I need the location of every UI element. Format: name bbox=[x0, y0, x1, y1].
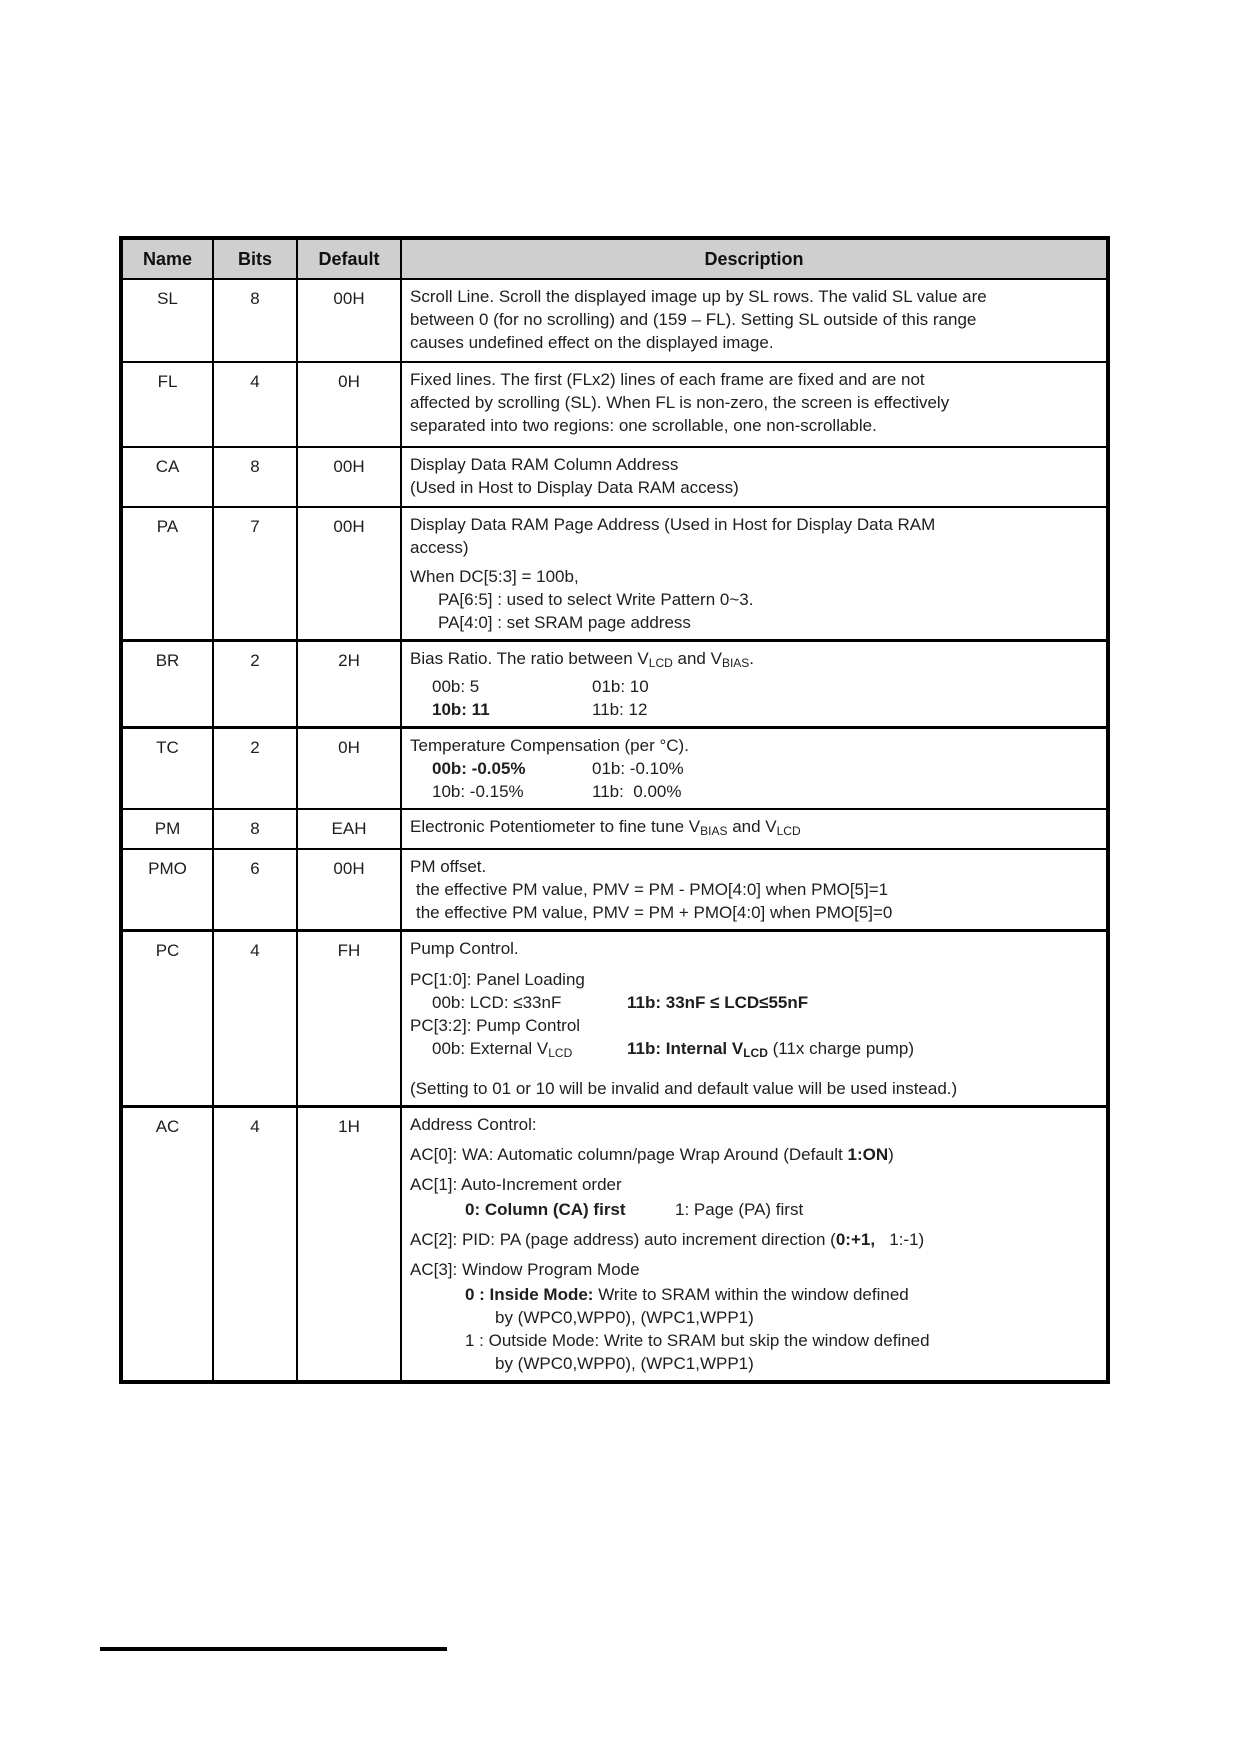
col-header-bits: Bits bbox=[213, 238, 297, 279]
desc-line bbox=[410, 1037, 1102, 1065]
desc-line bbox=[410, 453, 1102, 476]
name-cell: PM bbox=[121, 809, 213, 849]
text-segment: Electronic Potentiometer to fine tune V bbox=[410, 817, 701, 836]
text-segment: 00b: 5 bbox=[432, 677, 480, 696]
description-cell bbox=[401, 728, 1108, 810]
default-cell: 00H bbox=[297, 849, 401, 931]
desc-line bbox=[410, 285, 1102, 308]
desc-line bbox=[410, 1173, 1102, 1196]
default-cell: 0H bbox=[297, 728, 401, 810]
description-cell bbox=[401, 1107, 1108, 1383]
desc-line bbox=[410, 611, 1102, 634]
text-segment: LCD bbox=[648, 656, 673, 670]
desc-line bbox=[410, 878, 1102, 901]
text-segment: PM offset. bbox=[410, 857, 487, 876]
text-segment: 1: Page (PA) first bbox=[675, 1200, 804, 1219]
text-segment: the effective PM value, PMV = PM - PMO[4:0] when PMO[5]=1 bbox=[416, 880, 889, 899]
desc-line bbox=[410, 565, 1102, 588]
description-cell bbox=[401, 279, 1108, 362]
text-segment: PC[1:0]: Panel Loading bbox=[410, 970, 585, 989]
table-row bbox=[121, 728, 1108, 810]
table-row bbox=[121, 279, 1108, 362]
bits-cell: 8 bbox=[213, 809, 297, 849]
desc-line bbox=[410, 1352, 1102, 1375]
text-segment: Display Data RAM Page Address (Used in Host for Display Data RAM bbox=[410, 515, 936, 534]
name-cell: PMO bbox=[121, 849, 213, 931]
text-segment: . bbox=[749, 649, 755, 668]
desc-line bbox=[410, 734, 1102, 757]
bits-cell: 8 bbox=[213, 279, 297, 362]
text-segment: separated into two regions: one scrollable, one non-scrollable. bbox=[410, 416, 877, 435]
text-segment: Address Control: bbox=[410, 1115, 537, 1134]
table-row bbox=[121, 809, 1108, 849]
name-cell: FL bbox=[121, 362, 213, 447]
text-segment: 1:ON bbox=[847, 1145, 889, 1164]
name-cell: SL bbox=[121, 279, 213, 362]
description-cell bbox=[401, 447, 1108, 507]
desc-line bbox=[410, 476, 1102, 499]
desc-line bbox=[410, 937, 1102, 960]
text-segment: 0 : Inside Mode: bbox=[465, 1285, 594, 1304]
text-segment: (11x charge pump) bbox=[767, 1039, 915, 1058]
text-segment: 01b: -0.10% bbox=[592, 759, 684, 778]
table-row bbox=[121, 931, 1108, 1107]
text-segment: Temperature Compensation (per °C). bbox=[410, 736, 689, 755]
text-segment: ) bbox=[888, 1145, 894, 1164]
text-segment: Display Data RAM Column Address bbox=[410, 455, 679, 474]
text-segment: and V bbox=[672, 649, 722, 668]
desc-line bbox=[410, 815, 1102, 843]
text-segment: 1 : Outside Mode: Write to SRAM but skip the window defined bbox=[465, 1331, 930, 1350]
desc-line bbox=[410, 698, 1102, 721]
text-segment: 0: Column (CA) first bbox=[465, 1200, 626, 1219]
text-segment: Pump Control. bbox=[410, 939, 519, 958]
desc-line bbox=[410, 1113, 1102, 1136]
table-row bbox=[121, 507, 1108, 641]
text-segment: AC[3]: Window Program Mode bbox=[410, 1260, 640, 1279]
text-segment: Fixed lines. The first (FLx2) lines of each frame are fixed and are not bbox=[410, 370, 925, 389]
text-segment: 00b: -0.05% bbox=[432, 759, 526, 778]
text-segment: AC[2]: PID: PA (page address) auto increment direction ( bbox=[410, 1230, 836, 1249]
text-segment: by (WPC0,WPP0), (WPC1,WPP1) bbox=[495, 1308, 754, 1327]
table-row bbox=[121, 1107, 1108, 1383]
bits-cell: 8 bbox=[213, 447, 297, 507]
text-segment: the effective PM value, PMV = PM + PMO[4:0] when PMO[5]=0 bbox=[416, 903, 893, 922]
bits-cell: 2 bbox=[213, 641, 297, 728]
text-segment: Scroll Line. Scroll the displayed image up by SL rows. The valid SL value are bbox=[410, 287, 987, 306]
text-segment: LCD bbox=[776, 824, 801, 838]
bits-cell: 7 bbox=[213, 507, 297, 641]
text-segment: causes undefined effect on the displayed image. bbox=[410, 333, 774, 352]
bits-cell: 4 bbox=[213, 362, 297, 447]
footnote-rule bbox=[100, 1647, 447, 1651]
desc-line bbox=[410, 391, 1102, 414]
bits-cell: 4 bbox=[213, 931, 297, 1107]
default-cell: EAH bbox=[297, 809, 401, 849]
default-cell: 2H bbox=[297, 641, 401, 728]
desc-line bbox=[410, 414, 1102, 437]
text-segment: PA[4:0] : set SRAM page address bbox=[438, 613, 691, 632]
desc-line bbox=[410, 991, 1102, 1014]
description-cell bbox=[401, 849, 1108, 931]
bits-cell: 4 bbox=[213, 1107, 297, 1383]
description-cell bbox=[401, 809, 1108, 849]
text-segment: 11b: Internal V bbox=[627, 1039, 744, 1058]
desc-line bbox=[410, 331, 1102, 354]
text-segment: LCD bbox=[743, 1046, 768, 1060]
col-header-name: Name bbox=[121, 238, 213, 279]
col-header-description: Description bbox=[401, 238, 1108, 279]
text-segment: 10b: 11 bbox=[432, 700, 490, 719]
desc-line bbox=[410, 968, 1102, 991]
desc-line bbox=[410, 536, 1102, 559]
name-cell: PC bbox=[121, 931, 213, 1107]
text-segment: Write to SRAM within the window defined bbox=[593, 1285, 909, 1304]
desc-line bbox=[410, 513, 1102, 536]
text-segment: 10b: -0.15% bbox=[432, 782, 524, 801]
description-cell bbox=[401, 641, 1108, 728]
text-segment: by (WPC0,WPP0), (WPC1,WPP1) bbox=[495, 1354, 754, 1373]
text-segment: 11b: 33nF ≤ LCD≤55nF bbox=[627, 993, 809, 1012]
desc-line bbox=[410, 1283, 1102, 1306]
text-segment: 00b: External V bbox=[432, 1039, 549, 1058]
name-cell: BR bbox=[121, 641, 213, 728]
table-row bbox=[121, 362, 1108, 447]
text-segment: AC[0]: WA: Automatic column/page Wrap Around (Default bbox=[410, 1145, 848, 1164]
description-cell bbox=[401, 507, 1108, 641]
text-segment: between 0 (for no scrolling) and (159 – FL). Setting SL outside of this range bbox=[410, 310, 977, 329]
text-segment: When DC[5:3] = 100b, bbox=[410, 567, 579, 586]
default-cell: 00H bbox=[297, 447, 401, 507]
default-cell: 0H bbox=[297, 362, 401, 447]
table-row bbox=[121, 849, 1108, 931]
desc-line bbox=[410, 1014, 1102, 1037]
desc-line bbox=[410, 675, 1102, 698]
name-cell: AC bbox=[121, 1107, 213, 1383]
name-cell: TC bbox=[121, 728, 213, 810]
desc-line bbox=[410, 1077, 1102, 1100]
name-cell: PA bbox=[121, 507, 213, 641]
desc-line bbox=[410, 901, 1102, 924]
default-cell: 00H bbox=[297, 279, 401, 362]
desc-line bbox=[410, 1228, 1102, 1251]
desc-line bbox=[410, 780, 1102, 803]
text-segment: BIAS bbox=[721, 656, 750, 670]
text-segment: 11b: 12 bbox=[592, 700, 648, 719]
desc-line bbox=[410, 647, 1102, 675]
text-segment: 00b: LCD: ≤33nF bbox=[432, 993, 562, 1012]
desc-line bbox=[410, 1306, 1102, 1329]
text-segment: Bias Ratio. The ratio between V bbox=[410, 649, 649, 668]
description-cell bbox=[401, 931, 1108, 1107]
text-segment: AC[1]: Auto-Increment order bbox=[410, 1175, 622, 1194]
name-cell: CA bbox=[121, 447, 213, 507]
table-row bbox=[121, 447, 1108, 507]
text-segment: 1:-1) bbox=[875, 1230, 925, 1249]
text-segment: PC[3:2]: Pump Control bbox=[410, 1016, 581, 1035]
text-segment: 0:+1, bbox=[835, 1230, 876, 1249]
desc-line bbox=[410, 1198, 1102, 1221]
text-segment: (Used in Host to Display Data RAM access) bbox=[410, 478, 739, 497]
desc-line bbox=[410, 855, 1102, 878]
desc-line bbox=[410, 1143, 1102, 1166]
table-row bbox=[121, 641, 1108, 728]
desc-line bbox=[410, 1329, 1102, 1352]
text-segment: BIAS bbox=[700, 824, 728, 838]
col-header-default: Default bbox=[297, 238, 401, 279]
description-cell bbox=[401, 362, 1108, 447]
text-segment: 11b: 0.00% bbox=[592, 782, 682, 801]
bits-cell: 2 bbox=[213, 728, 297, 810]
desc-line bbox=[410, 1258, 1102, 1281]
text-segment: affected by scrolling (SL). When FL is non-zero, the screen is effectively bbox=[410, 393, 950, 412]
default-cell: 00H bbox=[297, 507, 401, 641]
header-row bbox=[121, 238, 1108, 279]
desc-line bbox=[410, 757, 1102, 780]
text-segment: (Setting to 01 or 10 will be invalid and default value will be used instead.) bbox=[410, 1079, 958, 1098]
default-cell: FH bbox=[297, 931, 401, 1107]
text-segment: and V bbox=[727, 817, 777, 836]
desc-line bbox=[410, 368, 1102, 391]
text-segment: PA[6:5] : used to select Write Pattern 0~3. bbox=[438, 590, 754, 609]
desc-line bbox=[410, 308, 1102, 331]
register-table bbox=[119, 236, 1110, 1384]
table-body bbox=[121, 279, 1108, 1382]
text-segment: 01b: 10 bbox=[592, 677, 649, 696]
text-segment: access) bbox=[410, 538, 469, 557]
bits-cell: 6 bbox=[213, 849, 297, 931]
desc-line bbox=[410, 588, 1102, 611]
default-cell: 1H bbox=[297, 1107, 401, 1383]
text-segment bbox=[432, 1037, 627, 1065]
text-segment: LCD bbox=[548, 1046, 573, 1060]
